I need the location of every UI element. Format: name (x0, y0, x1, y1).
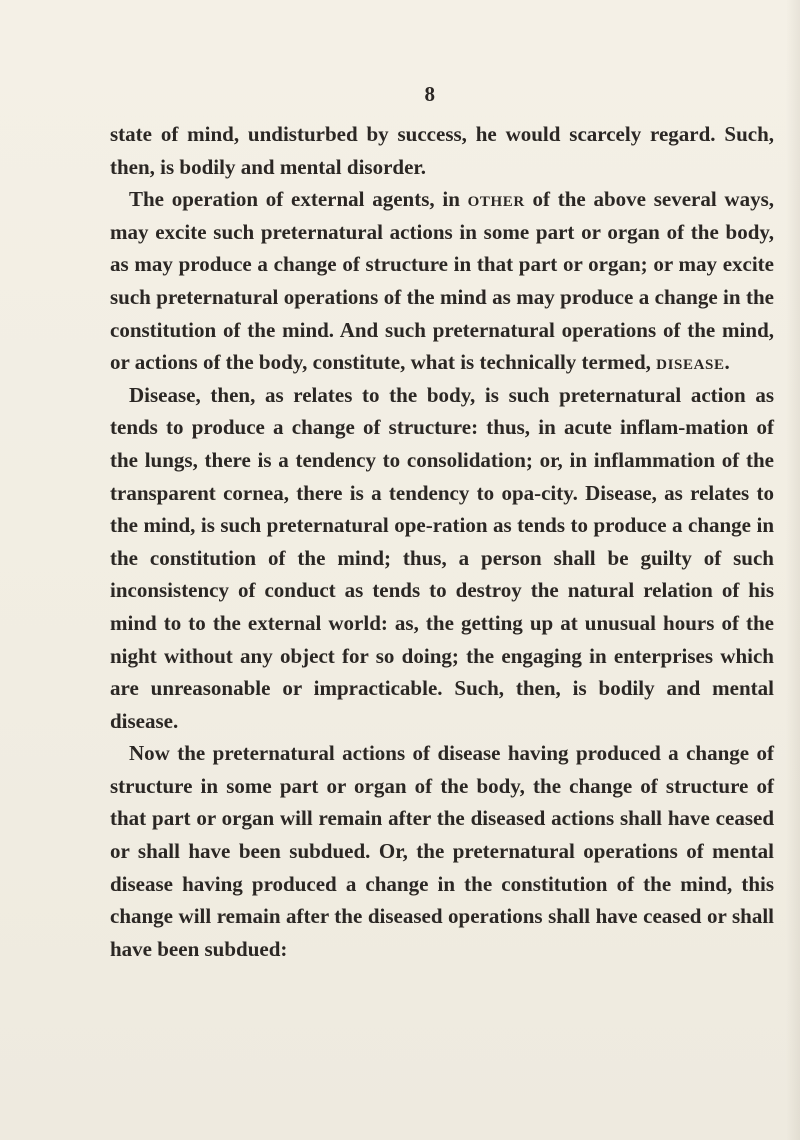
paragraph-3-text: Disease, then, as relates to the body, is such preternatural action as tends to produce a change of structure: thus, in acute inflam-mation of the lungs, there is a tendency to consolidation; or, in inflammation of the transparent cornea, there is a tendency to opa-city. Disease, as relates to the mind, is such preternatural ope-ration as tends to produce a change in the constitution of the mind; thus, a person shall be guilty of such inconsistency of conduct as tends to destroy the natural relation of his mind to to the external world: as, the getting up at unusual hours of the night without any object for so doing; the engaging in enterprises which are unreasonable or impracticable. Such, then, is bodily and mental disease. (110, 382, 774, 733)
page-number: 8 (424, 82, 436, 106)
paragraph-3 (110, 379, 774, 738)
paragraph-1-text: state of mind, undisturbed by success, he would scarcely regard. Such, then, is bodily and mental disorder. (110, 122, 774, 179)
small-caps-disease: disease. (656, 350, 731, 375)
paragraph-1 (110, 118, 774, 183)
body-text (110, 118, 774, 965)
paragraph-2-text-b: of the above several ways, may excite such preternatural actions in some part or organ of the body, as may produce a change of structure in that part or organ; or may excite such preternatural operations of the mind as may produce a change in the constitution of the mind. And such preternatural operations of the mind, or actions of the body, constitute, what is technically termed, (110, 187, 774, 375)
page-edge-shadow (786, 0, 800, 1140)
paragraph-4-text: Now the preternatural actions of disease having produced a change of structure in some part or organ of the body, the change of structure of that part or organ will remain after the diseased actions shall have ceased or shall have been subdued. Or, the preternatural operations of mental disease having produced a change in the constitution of the mind, this change will remain after the diseased operations shall have ceased or shall have been subdued: (110, 741, 774, 961)
paragraph-2-text-a: The operation of external agents, in (129, 187, 468, 212)
paragraph-4 (110, 737, 774, 965)
small-caps-other: other (467, 187, 525, 212)
paragraph-2 (110, 183, 774, 379)
